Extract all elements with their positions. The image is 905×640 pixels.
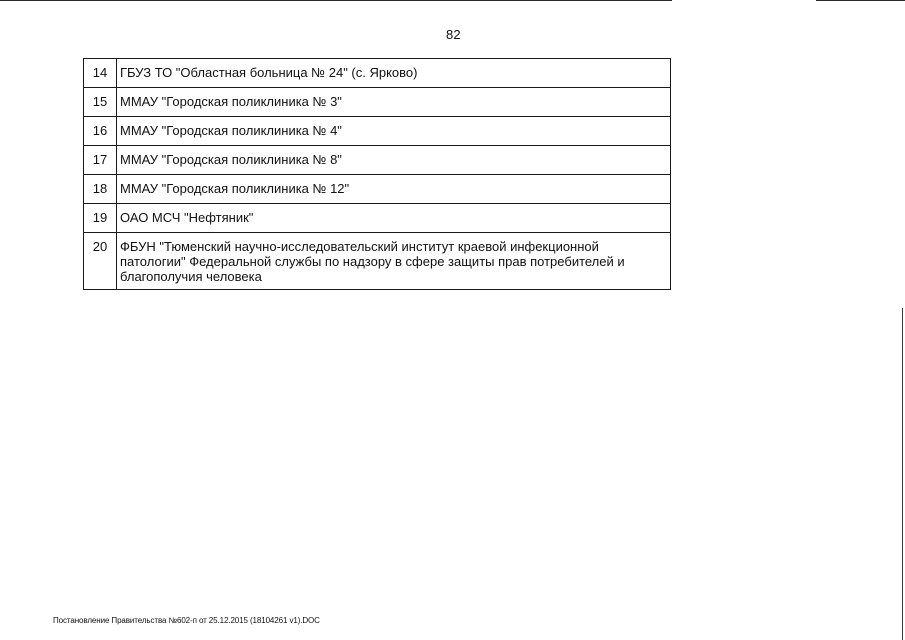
row-number: 16	[84, 117, 117, 146]
institution-name: ММАУ "Городская поликлиника № 8"	[117, 146, 671, 175]
row-number: 20	[84, 233, 117, 290]
row-number: 19	[84, 204, 117, 233]
scan-top-border-right	[816, 0, 905, 1]
scan-right-edge	[902, 308, 903, 640]
table-row	[84, 59, 671, 88]
row-number: 17	[84, 146, 117, 175]
scan-top-border-left	[0, 0, 672, 1]
row-number: 14	[84, 59, 117, 88]
institution-name: ММАУ "Городская поликлиника № 3"	[117, 88, 671, 117]
institutions-table	[83, 58, 671, 290]
institution-name: ГБУЗ ТО "Областная больница № 24" (с. Ярково)	[117, 59, 671, 88]
table-row	[84, 204, 671, 233]
institution-name: ФБУН "Тюменский научно-исследовательский институт краевой инфекционной патологии" Федеральной службы по надзору в сфере защиты прав потребителей и благополучия человека	[117, 233, 671, 290]
table-row	[84, 175, 671, 204]
table-row	[84, 88, 671, 117]
institution-name: ММАУ "Городская поликлиника № 4"	[117, 117, 671, 146]
row-number: 18	[84, 175, 117, 204]
institution-name: ММАУ "Городская поликлиника № 12"	[117, 175, 671, 204]
page-number: 82	[446, 27, 461, 42]
row-number: 15	[84, 88, 117, 117]
institution-name: ОАО МСЧ "Нефтяник"	[117, 204, 671, 233]
table-row	[84, 146, 671, 175]
document-footer: Постановление Правительства №602-п от 25.12.2015 (18104261 v1).DOC	[53, 616, 320, 625]
table-row	[84, 117, 671, 146]
table-row	[84, 233, 671, 290]
